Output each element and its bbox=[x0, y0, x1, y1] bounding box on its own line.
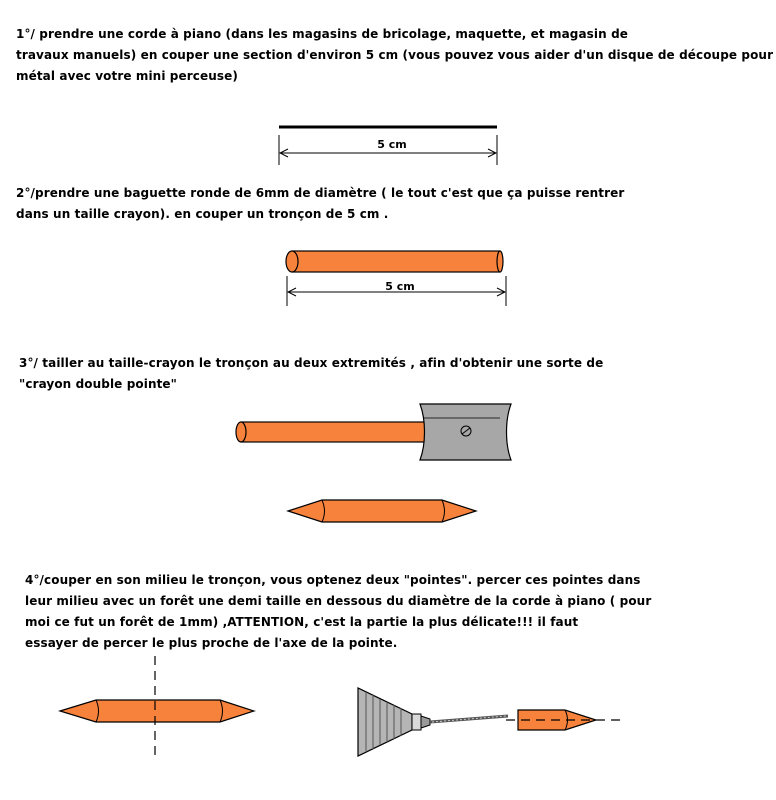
cut-pencil-body bbox=[60, 700, 254, 722]
drilled-point-figure bbox=[506, 710, 622, 730]
wire-length-label: 5 cm bbox=[377, 138, 407, 151]
dowel-length-label: 5 cm bbox=[385, 280, 415, 293]
dowel-in-sharpener bbox=[241, 422, 425, 442]
step-4-line-4: essayer de percer le plus proche de l'axe de la pointe. bbox=[25, 636, 398, 650]
step-4-line-1: 4°/couper en son milieu le tronçon, vous optenez deux "pointes". percer ces pointes dans bbox=[25, 573, 641, 587]
dowel-far-end bbox=[497, 251, 503, 272]
step-2-line-2: dans un taille crayon). en couper un tronçon de 5 cm . bbox=[16, 207, 389, 221]
chuck-collar bbox=[412, 714, 421, 730]
double-point-pencil-body bbox=[288, 500, 476, 522]
piano-wire-figure bbox=[279, 127, 497, 165]
dowel-end-cap bbox=[286, 251, 298, 272]
dowel-body bbox=[292, 251, 500, 272]
sharpener-figure bbox=[236, 404, 511, 460]
step-1-line-2: travaux manuels) en couper une section d'environ 5 cm (vous pouvez vous aider d'un disque de découpe pour bbox=[16, 48, 774, 62]
step-4-line-2: leur milieu avec un forêt une demi taille en dessous du diamètre de la corde à piano ( pour bbox=[25, 594, 652, 608]
step-3-line-1: 3°/ tailler au taille-crayon le tronçon au deux extremités , afin d'obtenir une sorte de bbox=[19, 356, 604, 370]
cut-pencil-figure bbox=[60, 656, 254, 760]
step-1-line-3: métal avec votre mini perceuse) bbox=[16, 69, 238, 83]
step-1-line-1: 1°/ prendre une corde à piano (dans les magasins de bricolage, maquette, et magasin de bbox=[16, 27, 628, 41]
chuck-jaw bbox=[421, 716, 430, 728]
drill-figure bbox=[358, 688, 508, 756]
step-2-line-1: 2°/prendre une baguette ronde de 6mm de diamètre ( le tout c'est que ça puisse rentrer bbox=[16, 186, 625, 200]
step-4-line-3: moi ce fut un forêt de 1mm) ,ATTENTION, c'est la partie la plus délicate!!! il faut bbox=[25, 615, 579, 629]
step-3-line-2: "crayon double pointe" bbox=[19, 377, 178, 391]
dowel-figure bbox=[286, 251, 506, 306]
dowel-end-cap bbox=[236, 422, 246, 442]
double-point-pencil bbox=[288, 500, 476, 522]
